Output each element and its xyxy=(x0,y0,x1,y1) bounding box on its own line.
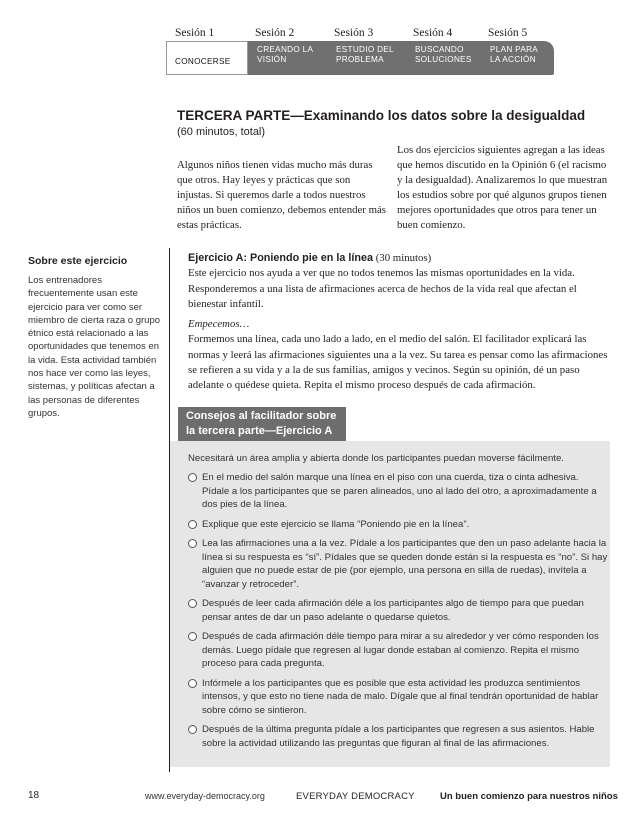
session-5-name-line2: LA ACCIÓN xyxy=(490,55,536,64)
circle-bullet-icon xyxy=(188,679,197,688)
session-numbers xyxy=(170,27,550,41)
tips-item-text: Después de cada afirmación déle tiempo para mirar a su alrededor y ver cómo responden los demás. Luego pídale que regresen al lugar donde estaban al comienzo. Repita el mismo proceso para cada pregunta. xyxy=(202,631,599,669)
tips-heading-line1: Consejos al facilitador sobre xyxy=(186,410,337,422)
tips-item xyxy=(188,537,608,591)
section-title: TERCERA PARTE—Examinando los datos sobre la desigualdad xyxy=(177,108,586,123)
session-5-number: Sesión 5 xyxy=(488,27,528,39)
sidebar-title: Sobre este ejercicio xyxy=(28,255,128,267)
tips-item xyxy=(188,518,608,532)
session-3-name-line1: ESTUDIO DEL xyxy=(336,45,394,54)
tips-heading xyxy=(178,407,346,441)
tips-item-text: Lea las afirmaciones una a la vez. Pídale a los participantes que den un paso adelante hacia la línea si su respuesta es “sí”. Pídales que se queden donde están si la respuesta es “no”. Si hay alguien que no puede estar de pie (por ejemplo, una persona en silla de ruedas), invítela a “avanzar y retroceder”. xyxy=(202,538,608,590)
session-1-label xyxy=(175,57,230,67)
session-3-name-line2: PROBLEMA xyxy=(336,55,384,64)
footer-guide-title: Un buen comienzo para nuestros niños xyxy=(440,791,618,802)
session-4-label xyxy=(415,45,472,65)
exercise-block xyxy=(188,251,608,394)
tips-heading-line2: la tercera parte—Ejercicio A xyxy=(186,425,333,437)
exercise-instructions: Formemos una línea, cada uno lado a lado, en el medio del salón. El facilitador explicará las normas y leerá las afirmaciones siguientes una a la vez. Su tarea es pensar como las afirmaciones se refieren a su vida y a la de sus familias, amigos y vecinos. Según su opinión, dé un paso adelante o quédese quieta. Repita el mismo proceso después de cada afirmación. xyxy=(188,333,608,392)
section-duration: (60 minutos, total) xyxy=(177,126,266,138)
tips-item xyxy=(188,630,608,671)
session-2-number: Sesión 2 xyxy=(255,27,295,39)
tips-item xyxy=(188,471,608,512)
exercise-duration: (30 minutos) xyxy=(375,252,432,264)
page-number: 18 xyxy=(28,790,40,801)
tips-lead: Necesitará un área amplia y abierta donde los participantes puedan moverse fácilmente. xyxy=(188,453,564,464)
tips-list xyxy=(188,471,608,756)
session-1-name: CONOCERSE xyxy=(175,57,231,66)
tips-item-text: Después de la última pregunta pídale a los participantes que regresen a sus asientos. Hable sobre la actividad utilizando las preguntas que figuran al final de las afirmaciones. xyxy=(202,724,595,749)
circle-bullet-icon xyxy=(188,473,197,482)
exercise-heading xyxy=(188,251,608,266)
session-bar xyxy=(166,41,554,75)
session-4-name-line2: SOLUCIONES xyxy=(415,55,472,64)
exercise-title: Ejercicio A: Poniendo pie en la línea xyxy=(188,252,373,264)
circle-bullet-icon xyxy=(188,539,197,548)
tips-item-text: En el medio del salón marque una línea en el piso con una cuerda, tiza o cinta adhesiva. Pídale a los participantes que se paren alineados, uno al lado del otro, a aproximadamente a dos pies de la línea. xyxy=(202,472,597,510)
intro-right-paragraph: Los dos ejercicios siguientes agregan a las ideas que hemos discutido en la Opinión 6 (el racismo y la desigualdad). Analizaremos lo que muestran los estudios sobre por qué algunos grupos tienen mejores oportunidades que otros para tener un buen comienzo. xyxy=(397,144,608,231)
session-1-number: Sesión 1 xyxy=(175,27,215,39)
sidebar-text: Los entrenadores frecuentemente usan este ejercicio para ver como ser miembro de cierta raza o grupo étnico está relacionado a las oportunidades que tenemos en la vida. Esta actividad también nos hace ver como las leyes, sistemas, y políticas afectan a las personas de diferentes grupos. xyxy=(28,275,161,419)
session-3-label xyxy=(336,45,394,65)
circle-bullet-icon xyxy=(188,632,197,641)
circle-bullet-icon xyxy=(188,725,197,734)
tips-item-text: Después de leer cada afirmación déle a los participantes algo de tiempo para que puedan pensar antes de dar un paso adelante o quedarse quietos. xyxy=(202,598,584,623)
intro-left-paragraph: Algunos niños tienen vidas mucho más duras que otros. Hay leyes y prácticas que son injustas. Si queremos darle a todos nuestros niños un buen comienzo, debemos entender más estas prácticas. xyxy=(177,159,386,231)
footer-url[interactable]: www.everyday-democracy.org xyxy=(145,791,265,801)
tips-item-text: Infórmele a los participantes que es posible que esta actividad les produzca sentimientos intensos, y que esto no tiene nada de malo. Dígale que al final tendrán oportunidad de hablar sobre cómo se sintieron. xyxy=(202,677,599,716)
session-3-number: Sesión 3 xyxy=(334,27,374,39)
tips-item xyxy=(188,723,608,750)
tips-item xyxy=(188,677,608,718)
circle-bullet-icon xyxy=(188,520,197,529)
session-2-label xyxy=(257,45,313,65)
session-2-name-line2: VISIÓN xyxy=(257,55,287,64)
tips-item-text: Explique que este ejercicio se llama “Poniendo pie en la línea”. xyxy=(202,518,470,530)
circle-bullet-icon xyxy=(188,599,197,608)
session-2-name-line1: CREANDO LA xyxy=(257,45,314,54)
session-5-label xyxy=(490,45,538,65)
footer-organization: EVERYDAY DEMOCRACY xyxy=(296,791,415,802)
session-5-name-line1: PLAN PARA xyxy=(490,45,539,54)
session-4-number: Sesión 4 xyxy=(413,27,453,39)
exercise-lead: Empecemos… xyxy=(188,318,250,331)
session-4-name-line1: BUSCANDO xyxy=(415,45,464,54)
tips-item xyxy=(188,597,608,624)
exercise-description: Este ejercicio nos ayuda a ver que no todos tenemos las mismas oportunidades en la vida. Responderemos a una lista de afirmaciones acerca de hechos de la vida real que afectan el bienestar infantil. xyxy=(188,267,577,310)
